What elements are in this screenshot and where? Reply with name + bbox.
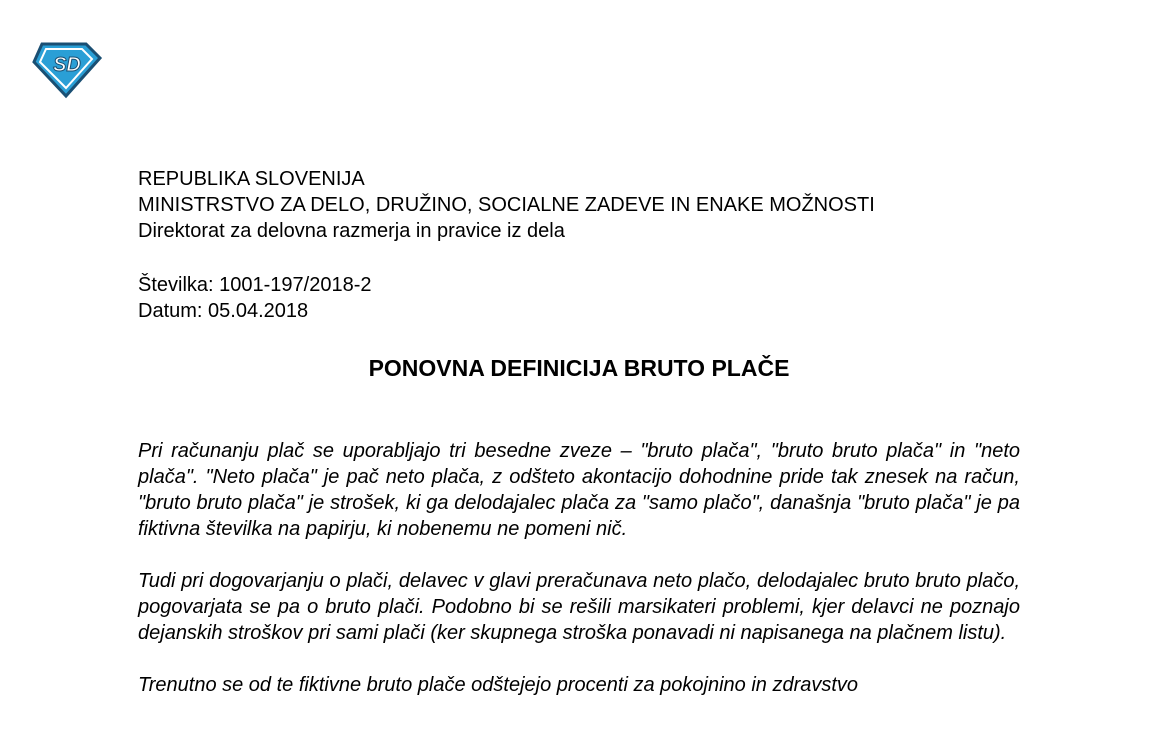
document-date: Datum: 05.04.2018 <box>138 300 309 322</box>
diamond-shield-icon <box>30 40 104 100</box>
header-country: REPUBLIKA SLOVENIJA <box>138 168 365 190</box>
header-ministry: MINISTRSTVO ZA DELO, DRUŽINO, SOCIALNE ZADEVE IN ENAKE MOŽNOSTI <box>138 194 875 216</box>
paragraph-1: Pri računanju plač se uporabljajo tri besedne zveze – "bruto plača", "bruto bruto plača" in "neto plača". "Neto plača" je pač neto plača, z odšteto akontacijo dohodnine pride tak znesek na račun, "bruto bruto plača" je strošek, ki ga delodajalec plača za "samo plačo", današnja "bruto plača" je pa fiktivna številka na papirju, ki nobenemu ne pomeni nič. <box>138 440 1020 540</box>
paragraph-3: Trenutno se od te fiktivne bruto plače odštejejo procenti za pokojnino in zdravstvo <box>138 674 859 696</box>
document-body <box>138 438 1020 724</box>
paragraph-2: Tudi pri dogovarjanju o plači, delavec v glavi preračunava neto plačo, delodajalec bruto bruto plačo, pogovarjata se pa o bruto plači. Podobno bi se rešili marsikateri problemi, kjer delavci ne poznajo dejanskih stroškov pri sami plači (ker skupnega stroška ponavadi ni napisanega na plačnem listu). <box>138 570 1020 644</box>
document-title: PONOVNA DEFINICIJA BRUTO PLAČE <box>368 355 790 381</box>
document-meta <box>138 272 372 324</box>
document-number: Številka: 1001-197/2018-2 <box>138 274 372 296</box>
sd-logo <box>30 40 104 100</box>
issuer-header <box>138 166 875 244</box>
header-directorate: Direktorat za delovna razmerja in pravice iz dela <box>138 220 565 242</box>
logo-text: SD <box>53 54 81 76</box>
